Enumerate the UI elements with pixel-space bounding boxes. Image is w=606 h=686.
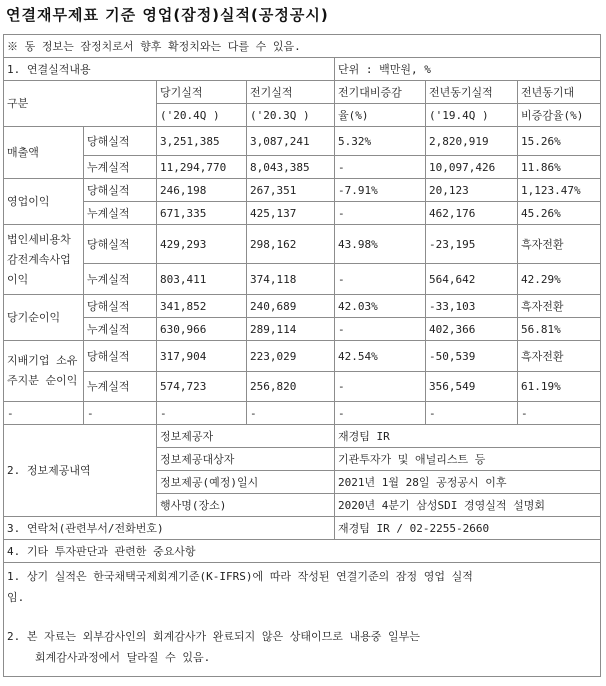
cell-prev: 8,043,385 <box>247 156 335 179</box>
cell-yoy-rate: 흑자전환 <box>518 341 601 372</box>
cell-yoy-rate: 1,123.47% <box>518 179 601 202</box>
cell-current: 3,251,385 <box>157 127 247 156</box>
cell-prev: 374,118 <box>247 264 335 295</box>
cell-yoy: 462,176 <box>426 202 518 225</box>
contact-row <box>4 517 601 540</box>
cell-prev: 223,029 <box>247 341 335 372</box>
cell-yoy: -33,103 <box>426 295 518 318</box>
row-item-revenue: 매출액 <box>4 127 84 179</box>
table-row <box>4 179 601 202</box>
note-spacer <box>7 608 597 626</box>
cell-current: 803,411 <box>157 264 247 295</box>
row-period-label: 누계실적 <box>84 202 157 225</box>
header-yoy-rate: 전년동기대 <box>518 81 601 104</box>
header-yoy: 전년동기실적 <box>426 81 518 104</box>
cell-qoq: - <box>335 264 426 295</box>
cell-current: 341,852 <box>157 295 247 318</box>
header-current: 당기실적 <box>157 81 247 104</box>
cell-yoy-rate: 흑자전환 <box>518 225 601 264</box>
header-yoy-period: ('19.4Q ) <box>426 104 518 127</box>
cell-yoy-rate: 42.29% <box>518 264 601 295</box>
table-row <box>4 318 601 341</box>
table-row <box>4 341 601 372</box>
header-current-period: ('20.4Q ) <box>157 104 247 127</box>
cell-yoy: 564,642 <box>426 264 518 295</box>
cell-current: 671,335 <box>157 202 247 225</box>
table-row <box>4 264 601 295</box>
row-item-net-income: 당기순이익 <box>4 295 84 341</box>
table-row <box>4 295 601 318</box>
page-title: 연결재무제표 기준 영업(잠정)실적(공정공시) <box>6 6 329 24</box>
table-row <box>4 202 601 225</box>
header-yoy-rate-unit: 비증감율(%) <box>518 104 601 127</box>
info-value: 2021년 1월 28일 공정공시 이후 <box>335 471 601 494</box>
section4-row <box>4 540 601 563</box>
table-row <box>4 225 601 264</box>
cell-qoq: 42.03% <box>335 295 426 318</box>
cell-prev: 256,820 <box>247 372 335 402</box>
row-period-label: 누계실적 <box>84 264 157 295</box>
table-row <box>4 127 601 156</box>
dash-cell: - <box>426 402 518 425</box>
cell-qoq: - <box>335 318 426 341</box>
table-row <box>4 402 601 425</box>
cell-yoy: 402,366 <box>426 318 518 341</box>
cell-yoy: 20,123 <box>426 179 518 202</box>
row-period-label: 누계실적 <box>84 156 157 179</box>
cell-qoq: 43.98% <box>335 225 426 264</box>
cell-current: 11,294,770 <box>157 156 247 179</box>
row-period-label: 당해실적 <box>84 225 157 264</box>
section2-label: 2. 정보제공내역 <box>4 425 157 517</box>
row-period-label: 누계실적 <box>84 372 157 402</box>
cell-yoy: -23,195 <box>426 225 518 264</box>
cell-prev: 289,114 <box>247 318 335 341</box>
row-period-label: 당해실적 <box>84 295 157 318</box>
section4-label: 4. 기타 투자판단과 관련한 중요사항 <box>4 540 601 563</box>
info-key: 정보제공대상자 <box>157 448 335 471</box>
cell-current: 317,904 <box>157 341 247 372</box>
contact-value: 재경팀 IR / 02-2255-2660 <box>335 517 601 540</box>
row-item-pretax-income: 법인세비용차감전계속사업이익 <box>4 225 84 295</box>
row-item-controlling-net-income: 지배기업 소유주지분 순이익 <box>4 341 84 402</box>
info-value: 기관투자가 및 애널리스트 등 <box>335 448 601 471</box>
cell-yoy: -50,539 <box>426 341 518 372</box>
dash-cell: - <box>247 402 335 425</box>
cell-qoq: -7.91% <box>335 179 426 202</box>
header-prev-period: ('20.3Q ) <box>247 104 335 127</box>
section1-row <box>4 58 601 81</box>
cell-yoy: 2,820,919 <box>426 127 518 156</box>
cell-current: 630,966 <box>157 318 247 341</box>
cell-qoq: 5.32% <box>335 127 426 156</box>
info-value: 재경팀 IR <box>335 425 601 448</box>
notice-text: ※ 동 정보는 잠정치로서 향후 확정치와는 다를 수 있음. <box>4 35 601 58</box>
note-2-line-1: 2. 본 자료는 외부감사인의 회계감사가 완료되지 않은 상태이므로 내용중 일부는 <box>7 630 420 643</box>
cell-prev: 240,689 <box>247 295 335 318</box>
note-2-line-2: 회계감사과정에서 달라질 수 있음. <box>35 651 211 664</box>
dash-cell: - <box>84 402 157 425</box>
header-qoq: 전기대비증감 <box>335 81 426 104</box>
header-row-1 <box>4 81 601 104</box>
cell-current: 429,293 <box>157 225 247 264</box>
cell-qoq: - <box>335 202 426 225</box>
info-key: 정보제공(예정)일시 <box>157 471 335 494</box>
cell-prev: 267,351 <box>247 179 335 202</box>
note-1-line-2: 임. <box>7 591 25 604</box>
cell-prev: 298,162 <box>247 225 335 264</box>
header-prev: 전기실적 <box>247 81 335 104</box>
notes-cell <box>4 563 601 677</box>
row-item-operating-profit: 영업이익 <box>4 179 84 225</box>
info-row <box>4 425 601 448</box>
info-value: 2020년 4분기 삼성SDI 경영실적 설명회 <box>335 494 601 517</box>
cell-yoy-rate: 61.19% <box>518 372 601 402</box>
dash-cell: - <box>157 402 247 425</box>
note-1-line-1: 1. 상기 실적은 한국채택국제회계기준(K-IFRS)에 따라 작성된 연결기준의 잠정 영업 실적 <box>7 570 473 583</box>
cell-current: 574,723 <box>157 372 247 402</box>
dash-cell: - <box>518 402 601 425</box>
unit-label: 단위 : 백만원, % <box>335 58 601 81</box>
notice-row <box>4 35 601 58</box>
cell-prev: 425,137 <box>247 202 335 225</box>
table-row <box>4 156 601 179</box>
cell-yoy-rate: 45.26% <box>518 202 601 225</box>
cell-qoq: 42.54% <box>335 341 426 372</box>
cell-qoq: - <box>335 372 426 402</box>
cell-qoq: - <box>335 156 426 179</box>
row-period-label: 당해실적 <box>84 127 157 156</box>
cell-yoy-rate: 15.26% <box>518 127 601 156</box>
info-key: 정보제공자 <box>157 425 335 448</box>
cell-yoy: 10,097,426 <box>426 156 518 179</box>
cell-current: 246,198 <box>157 179 247 202</box>
section1-label: 1. 연결실적내용 <box>4 58 335 81</box>
dash-cell: - <box>335 402 426 425</box>
info-key: 행사명(장소) <box>157 494 335 517</box>
cell-yoy: 356,549 <box>426 372 518 402</box>
cell-yoy-rate: 11.86% <box>518 156 601 179</box>
row-period-label: 당해실적 <box>84 179 157 202</box>
section3-label: 3. 연락처(관련부서/전화번호) <box>4 517 335 540</box>
cell-prev: 3,087,241 <box>247 127 335 156</box>
dash-cell: - <box>4 402 84 425</box>
cell-yoy-rate: 56.81% <box>518 318 601 341</box>
header-qoq-unit: 율(%) <box>335 104 426 127</box>
row-period-label: 당해실적 <box>84 341 157 372</box>
earnings-table <box>3 34 601 677</box>
header-category: 구분 <box>4 81 157 127</box>
notes-row <box>4 563 601 677</box>
row-period-label: 누계실적 <box>84 318 157 341</box>
cell-yoy-rate: 흑자전환 <box>518 295 601 318</box>
table-row <box>4 372 601 402</box>
